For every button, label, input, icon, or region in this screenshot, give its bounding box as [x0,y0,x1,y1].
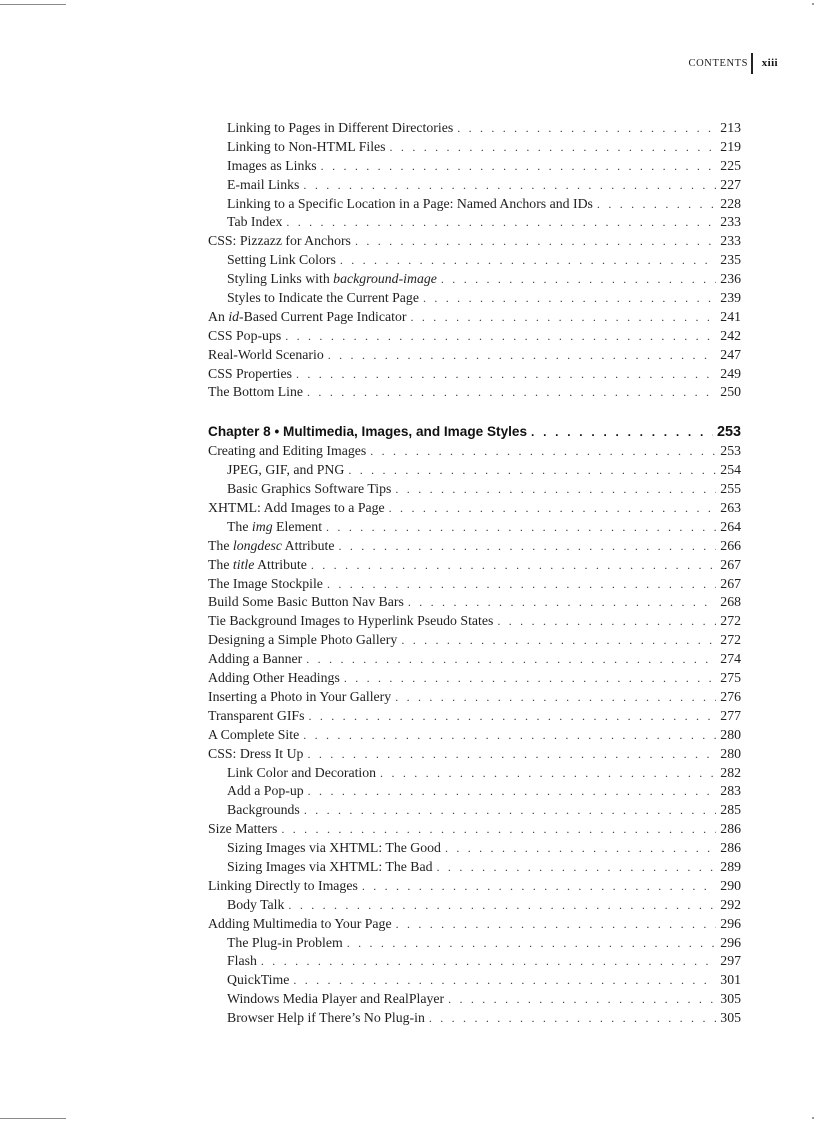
leader-dots [338,537,716,556]
toc-entry-page: 236 [720,271,741,287]
toc-entry-page: 242 [720,327,741,343]
toc-entry-page: 266 [720,537,741,553]
leader-dots [597,195,716,214]
toc-entry-title: Browser Help if There’s No Plug-in [227,1010,425,1026]
toc-entry-title: The longdesc Attribute [208,537,335,553]
leader-dots [328,346,717,365]
table-of-contents [208,119,741,1028]
toc-entry-title: Adding Multimedia to Your Page [208,915,392,931]
toc-entry-page: 276 [720,688,741,704]
toc-entry-title: Linking to Pages in Different Directories [227,120,454,135]
toc-entry-title: QuickTime [227,972,290,988]
toc-entry [208,383,741,402]
toc-entry-page: 239 [720,290,741,306]
section-spacer [208,402,741,422]
toc-entry [208,688,741,707]
leader-dots [370,442,716,461]
leader-dots [396,915,717,934]
toc-entry [208,745,741,764]
toc-entry-title: Adding a Banner [208,651,303,667]
toc-entry-page: 267 [720,575,741,591]
toc-entry-title: Add a Pop-up [227,783,304,799]
leader-dots [303,176,716,195]
toc-entry [208,365,741,384]
leader-dots [347,934,717,953]
toc-entry [208,232,741,251]
leader-dots [423,289,716,308]
leader-dots [355,232,716,251]
toc-entry [208,952,741,971]
toc-entry-title: Basic Graphics Software Tips [227,481,392,497]
toc-entry [208,839,741,858]
toc-entry-title: CSS Properties [208,365,292,381]
toc-entry [208,801,741,820]
toc-entry [208,896,741,915]
leader-dots [497,612,716,631]
leader-dots [531,422,713,442]
leader-dots [261,952,716,971]
toc-entry [208,990,741,1009]
toc-entry [208,764,741,783]
toc-entry [208,195,741,214]
leader-dots [429,1009,716,1028]
toc-entry-title: A Complete Site [208,726,300,742]
toc-entry-page: 275 [720,670,741,686]
toc-entry [208,346,741,365]
leader-dots [390,138,717,157]
leader-dots [401,631,716,650]
toc-entry-title: Size Matters [208,821,278,837]
toc-entry-page: 219 [720,138,741,154]
toc-entry [208,612,741,631]
toc-entry-title: Flash [227,953,257,969]
toc-entry-title: Designing a Simple Photo Gallery [208,632,398,648]
toc-entry-page: 305 [720,991,741,1007]
leader-dots [308,782,717,801]
toc-entry [208,858,741,877]
toc-entry-page: 227 [720,176,741,192]
toc-entry-title: CSS Pop-ups [208,327,282,343]
toc-entry-page: 268 [720,594,741,610]
toc-section-chapter-8 [208,442,741,1028]
toc-entry [208,726,741,745]
toc-entry [208,308,741,327]
toc-entry-page: 228 [720,195,741,211]
toc-entry [208,157,741,176]
leader-dots [362,877,716,896]
toc-entry-page: 301 [720,972,741,988]
toc-entry-page: 290 [720,877,741,893]
toc-entry-page: 263 [720,500,741,516]
toc-entry [208,119,741,138]
toc-entry-page: 297 [720,953,741,969]
toc-entry-page: 280 [720,726,741,742]
toc-section-chapter-7-continued [208,119,741,402]
toc-entry [208,499,741,518]
toc-entry-page: 296 [720,915,741,931]
leader-dots [441,270,716,289]
toc-entry [208,1009,741,1028]
running-header-label: CONTENTS [688,57,749,69]
toc-entry-page: 296 [720,934,741,950]
toc-entry [208,176,741,195]
toc-entry-page: 280 [720,745,741,761]
toc-entry-title: Linking to Non-HTML Files [227,138,386,154]
toc-entry-title: Tab Index [227,214,283,230]
leader-dots [286,213,716,232]
toc-entry-title: Sizing Images via XHTML: The Bad [227,858,433,874]
toc-entry-title: Body Talk [227,896,285,912]
leader-dots [344,669,716,688]
toc-entry-page: 235 [720,252,741,268]
toc-entry [208,442,741,461]
toc-entry [208,820,741,839]
crop-mark-top [0,4,66,5]
toc-entry-page: 286 [720,821,741,837]
toc-entry-page: 292 [720,896,741,912]
toc-entry-title: Creating and Editing Images [208,443,367,459]
leader-dots [327,575,716,594]
toc-entry-title: CSS: Dress It Up [208,745,304,761]
toc-entry-title: The title Attribute [208,556,307,572]
toc-entry-page: 249 [720,365,741,381]
toc-entry-page: 250 [720,384,741,400]
toc-entry-title: The Bottom Line [208,384,304,400]
toc-entry [208,782,741,801]
toc-entry-title: Transparent GIFs [208,707,305,723]
leader-dots [380,764,716,783]
toc-entry-title: CSS: Pizzazz for Anchors [208,233,351,249]
toc-entry-title: Sizing Images via XHTML: The Good [227,840,441,856]
toc-entry-title: E-mail Links [227,176,300,192]
toc-entry-page: 241 [720,308,741,324]
toc-entry-title: An id-Based Current Page Indicator [208,308,407,324]
toc-entry-title: The img Element [227,518,323,534]
leader-dots [296,365,716,384]
toc-entry-page: 272 [720,613,741,629]
leader-dots [306,650,716,669]
toc-entry [208,971,741,990]
toc-entry-page: 233 [720,233,741,249]
leader-dots [348,461,716,480]
leader-dots [408,593,716,612]
crop-mark-bottom [0,1118,66,1119]
leader-dots [308,707,716,726]
leader-dots [307,383,716,402]
toc-entry-title: Styles to Indicate the Current Page [227,290,419,306]
page-number: xiii [761,57,778,69]
leader-dots [389,499,717,518]
toc-entry [208,518,741,537]
leader-dots [340,251,716,270]
toc-entry [208,650,741,669]
toc-entry-page: 285 [720,802,741,818]
toc-entry-page: 233 [720,214,741,230]
toc-entry [208,461,741,480]
toc-entry-page: 254 [720,462,741,478]
leader-dots [395,480,716,499]
toc-entry [208,631,741,650]
toc-entry-page: 225 [720,157,741,173]
toc-entry [208,251,741,270]
toc-entry-title: Adding Other Headings [208,670,340,686]
toc-entry-page: 277 [720,707,741,723]
toc-entry-title: The Image Stockpile [208,575,323,591]
toc-entry-title: Tie Background Images to Hyperlink Pseudo States [208,613,494,629]
toc-entry [208,327,741,346]
toc-entry-page: 253 [720,443,741,459]
toc-entry [208,289,741,308]
toc-entry-title: XHTML: Add Images to a Page [208,500,385,516]
leader-dots [288,896,716,915]
toc-entry [208,270,741,289]
toc-entry-page: 213 [720,120,741,135]
toc-entry-page: 255 [720,481,741,497]
leader-dots [303,726,716,745]
toc-entry [208,537,741,556]
toc-entry-title: Windows Media Player and RealPlayer [227,991,445,1007]
toc-entry [208,669,741,688]
toc-entry-page: 264 [720,518,741,534]
toc-entry-title: Link Color and Decoration [227,764,377,780]
toc-entry-title: The Plug-in Problem [227,934,343,950]
toc-entry-page: 247 [720,346,741,362]
leader-dots [326,518,716,537]
toc-entry-title: Backgrounds [227,802,300,818]
toc-entry [208,138,741,157]
toc-entry-title: Styling Links with background-image [227,271,437,287]
toc-entry-page: 274 [720,651,741,667]
leader-dots [395,688,716,707]
leader-dots [304,801,716,820]
leader-dots [457,119,716,138]
header-divider [751,53,753,74]
toc-entry-page: 267 [720,556,741,572]
toc-entry-page: 286 [720,840,741,856]
leader-dots [307,745,716,764]
toc-entry-page: 305 [720,1010,741,1026]
leader-dots [410,308,716,327]
running-header [600,52,778,74]
leader-dots [448,990,716,1009]
toc-entry-title: Build Some Basic Button Nav Bars [208,594,404,610]
toc-entry-title: Inserting a Photo in Your Gallery [208,688,392,704]
toc-entry [208,480,741,499]
leader-dots [311,556,716,575]
leader-dots [281,820,716,839]
toc-entry-title: Real-World Scenario [208,346,324,362]
leader-dots [321,157,717,176]
chapter-page-number: 253 [716,424,741,441]
toc-entry [208,213,741,232]
toc-entry-title: Linking Directly to Images [208,877,358,893]
toc-entry-title: Linking to a Specific Location in a Page: Named Anchors and IDs [227,195,593,211]
toc-entry [208,556,741,575]
toc-entry-page: 282 [720,764,741,780]
toc-entry [208,915,741,934]
toc-chapter-heading [208,422,741,442]
leader-dots [437,858,717,877]
toc-entry [208,593,741,612]
toc-entry-title: Setting Link Colors [227,252,336,268]
toc-entry-page: 283 [720,783,741,799]
toc-entry [208,877,741,896]
leader-dots [293,971,716,990]
toc-entry [208,707,741,726]
leader-dots [445,839,716,858]
toc-entry-title: JPEG, GIF, and PNG [227,462,345,478]
chapter-title: Chapter 8 • Multimedia, Images, and Image Styles [208,424,528,440]
toc-entry [208,934,741,953]
toc-entry [208,575,741,594]
toc-entry-page: 289 [720,858,741,874]
registration-mark [812,1117,814,1119]
registration-mark [812,3,814,5]
leader-dots [285,327,716,346]
toc-entry-page: 272 [720,632,741,648]
toc-entry-title: Images as Links [227,157,317,173]
